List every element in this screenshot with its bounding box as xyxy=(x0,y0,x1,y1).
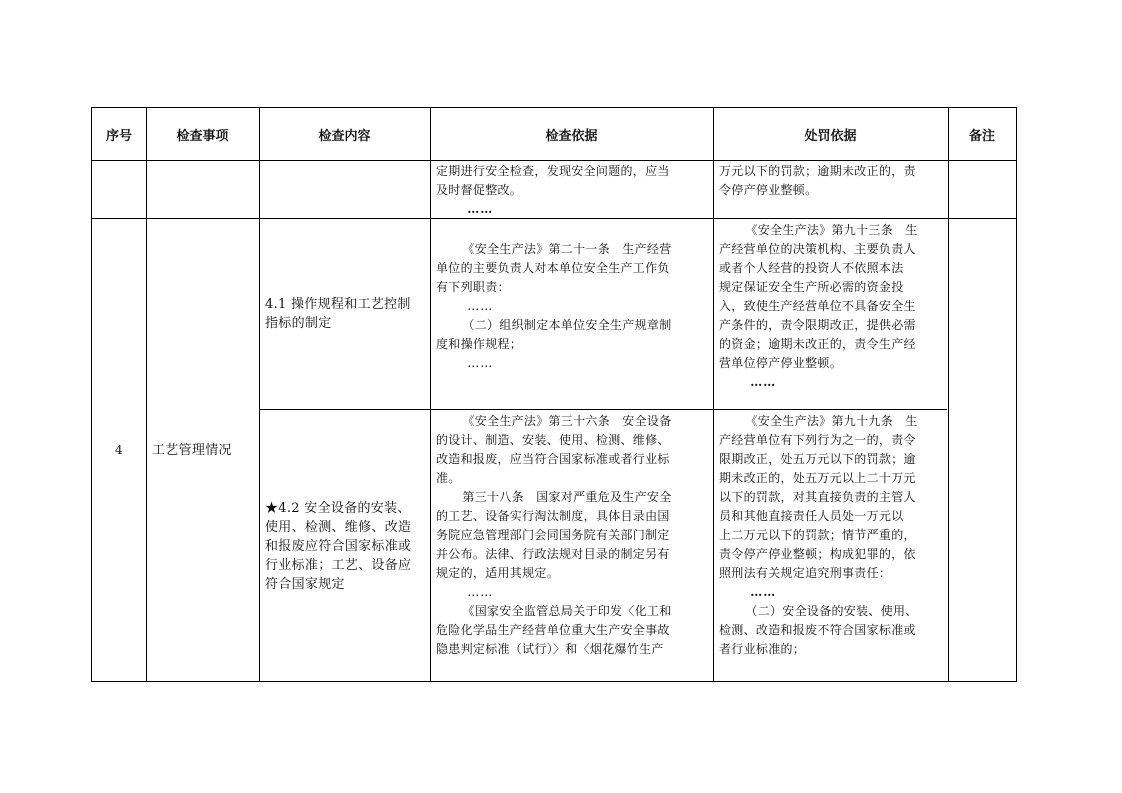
column-divider xyxy=(948,108,949,681)
text-line: 产条件的，责令限期改正，提供必需 xyxy=(719,318,916,332)
text-line: 《安全生产法》第九十九条 生 xyxy=(745,414,918,428)
text-line: 和报废应符合国家标准或 xyxy=(265,539,412,554)
inspection-table xyxy=(91,107,1017,682)
text-line: 期未改正的，处五万元以上二十万元 xyxy=(719,471,916,485)
check-basis-4-2 xyxy=(436,412,708,659)
column-divider xyxy=(430,108,431,681)
header-content: 检查内容 xyxy=(318,128,371,144)
text-line: 改造和报废，应当符合国家标准或者行业标 xyxy=(436,452,670,466)
text-line: 入，致使生产经营单位不具备安全生 xyxy=(719,299,916,313)
text-line: （二）组织制定本单位安全生产规章制 xyxy=(462,318,672,332)
text-line: 令停产停业整顿。 xyxy=(719,183,818,197)
text-line: 定期进行安全检查，发现安全问题的，应当 xyxy=(436,164,670,178)
text-line: 规定保证安全生产所必需的资金投 xyxy=(719,280,904,294)
text-line: …… xyxy=(750,375,777,389)
text-line: 上二万元以下的罚款；情节严重的， xyxy=(719,528,916,542)
text-line: 行业标准；工艺、设备应 xyxy=(265,558,412,573)
text-line: 并公布。法律、行政法规对目录的制定另有 xyxy=(436,547,670,561)
text-line: 有下列职责： xyxy=(436,280,510,294)
header-item: 检查事项 xyxy=(176,128,229,144)
row-seq: 4 xyxy=(115,443,123,457)
text-line: 以下的罚款，对其直接负责的主管人 xyxy=(719,490,916,504)
text-line: 的工艺、设备实行淘汰制度，具体目录由国 xyxy=(436,509,670,523)
text-line: 产经营单位有下列行为之一的，责令 xyxy=(719,433,916,447)
text-line: 符合国家规定 xyxy=(265,577,345,592)
text-line: 务院应急管理部门会同国务院有关部门制定 xyxy=(436,528,670,542)
text-line: ★4.2 安全设备的安装、 xyxy=(265,501,411,516)
text-line: 及时督促整改。 xyxy=(436,183,523,197)
text-line: 的设计、制造、安装、使用、检测、维修、 xyxy=(436,433,670,447)
text-line: 隐患判定标准（试行）〉和〈烟花爆竹生产 xyxy=(436,642,664,656)
text-line: 万元以下的罚款；逾期未改正的，责 xyxy=(719,164,916,178)
column-divider xyxy=(259,108,260,681)
text-line: 《安全生产法》第九十三条 生 xyxy=(745,223,918,237)
check-content-4-1 xyxy=(265,295,427,333)
text-line: 责令停产停业整顿；构成犯罪的，依 xyxy=(719,547,916,561)
penalty-basis-4-1 xyxy=(719,221,945,392)
text-line: 度和操作规程； xyxy=(436,337,523,351)
text-line: 规定的，适用其规定。 xyxy=(436,566,560,580)
text-line: （二）安全设备的安装、使用、 xyxy=(745,604,918,618)
text-line: 检测、改造和报废不符合国家标准或 xyxy=(719,623,916,637)
text-line: 《安全生产法》第三十六条 安全设备 xyxy=(462,414,672,428)
text-line: 者行业标准的； xyxy=(719,642,806,656)
text-line: 指标的制定 xyxy=(265,316,332,331)
text-line: 《安全生产法》第二十一条 生产经营 xyxy=(462,242,672,256)
text-line: …… xyxy=(467,356,494,370)
text-line: 照刑法有关规定追究刑事责任： xyxy=(719,566,892,580)
text-line: 营单位停产停业整顿。 xyxy=(719,356,843,370)
header-basis: 检查依据 xyxy=(545,128,598,144)
text-line: …… xyxy=(467,202,494,216)
header-remark: 备注 xyxy=(968,128,995,144)
text-line: 单位的主要负责人对本单位安全生产工作负 xyxy=(436,261,670,275)
text-line: 的资金；逾期未改正的，责令生产经 xyxy=(719,337,916,351)
column-divider xyxy=(713,108,714,681)
row-divider xyxy=(92,160,1016,161)
penalty-basis-4-2 xyxy=(719,412,945,659)
continued-basis xyxy=(436,162,708,219)
text-line: 产经营单位的决策机构、主要负责人 xyxy=(719,242,916,256)
column-divider xyxy=(146,108,147,681)
text-line: …… xyxy=(750,585,777,599)
text-line: 危险化学品生产经营单位重大生产安全事故 xyxy=(436,623,670,637)
continued-penalty xyxy=(719,162,945,200)
text-line: 第三十八条 国家对严重危及生产安全 xyxy=(462,490,672,504)
text-line: 4.1 操作规程和工艺控制 xyxy=(265,297,411,312)
text-line: 限期改正，处五万元以下的罚款；逾 xyxy=(719,452,916,466)
header-seq: 序号 xyxy=(105,128,132,144)
text-line: …… xyxy=(467,299,494,313)
header-penalty: 处罚依据 xyxy=(804,128,857,144)
text-line: 员和其他直接责任人员处一万元以 xyxy=(719,509,904,523)
row-divider xyxy=(259,409,947,410)
text-line: 准。 xyxy=(436,471,461,485)
text-line: …… xyxy=(467,585,494,599)
text-line: 或者个人经营的投资人不依照本法 xyxy=(719,261,904,275)
row-item: 工艺管理情况 xyxy=(152,443,232,458)
check-content-4-2 xyxy=(265,499,427,594)
text-line: 《国家安全监管总局关于印发〈化工和 xyxy=(462,604,672,618)
text-line: 使用、检测、维修、改造 xyxy=(265,520,412,535)
check-basis-4-1 xyxy=(436,240,708,373)
